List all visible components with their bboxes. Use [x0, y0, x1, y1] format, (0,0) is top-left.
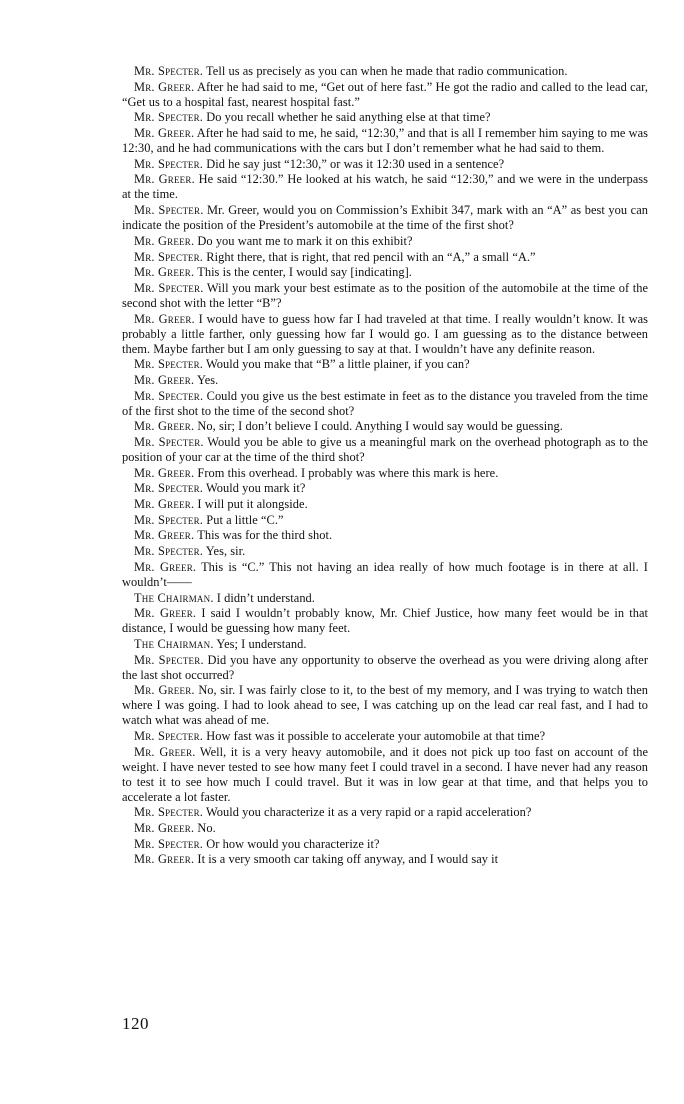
statement-text: From this overhead. I probably was where this mark is here. [197, 465, 499, 480]
statement-text: Yes. [196, 372, 219, 387]
statement-text: Did he say just “12:30,” or was it 12:30 used in a sentence? [206, 156, 505, 171]
speaker-name: Mr. Greer. [134, 311, 195, 326]
speaker-name: The Chairman. [134, 590, 214, 605]
testimony-paragraph [122, 837, 648, 852]
statement-text: No, sir. I was fairly close to it, to the best of my memory, and I was trying to watch then where I was going. I had to look ahead to see, I was catching up on the lead car real fast, and I had to watch what was ahead of me. [122, 683, 648, 728]
statement-text: No, sir; I don’t believe I could. Anything I would say would be guessing. [197, 419, 563, 434]
statement-text: Would you make that “B” a little plainer, if you can? [206, 357, 470, 372]
statement-text: Did you have any opportunity to observe the overhead as you were driving along after the last shot occurred? [122, 652, 648, 682]
statement-text: Yes, sir. [205, 544, 246, 559]
statement-text: Yes; I understand. [216, 636, 307, 651]
statement-text: I will put it alongside. [197, 497, 308, 512]
testimony-paragraph [122, 172, 648, 202]
speaker-name: Mr. Specter. [134, 110, 204, 125]
statement-text: How fast was it possible to accelerate your automobile at that time? [206, 728, 546, 743]
speaker-name: Mr. Specter. [134, 388, 204, 403]
testimony-paragraph [122, 497, 648, 512]
statement-text: I didn’t understand. [216, 590, 315, 605]
speaker-name: Mr. Greer. [134, 233, 195, 248]
testimony-paragraph [122, 281, 648, 311]
speaker-name: Mr. Greer. [134, 683, 195, 698]
testimony-paragraph [122, 389, 648, 419]
testimony-paragraph [122, 373, 648, 388]
testimony-paragraph [122, 852, 648, 867]
speaker-name: Mr. Greer. [134, 606, 197, 621]
testimony-paragraph [122, 513, 648, 528]
statement-text: Do you want me to mark it on this exhibit? [197, 233, 413, 248]
speaker-name: Mr. Specter. [134, 836, 204, 851]
testimony-paragraph [122, 560, 648, 590]
statement-text: After he had said to me, he said, “12:30,” and that is all I remember him saying to me was 12:30, and he had communications with the cars but I don’t remember what he had said to them. [122, 126, 649, 156]
testimony-paragraph [122, 126, 648, 156]
statement-text: After he had said to me, “Get out of here fast.” He got the radio and called to the lead car, “Get us to a hospital fast, nearest hospital fast.” [122, 79, 649, 109]
speaker-name: Mr. Specter. [134, 481, 204, 496]
statement-text: Would you mark it? [206, 481, 306, 496]
testimony-paragraph [122, 606, 648, 636]
testimony-paragraph [122, 591, 648, 606]
testimony-paragraph [122, 729, 648, 744]
speaker-name: Mr. Specter. [134, 652, 204, 667]
testimony-paragraph [122, 466, 648, 481]
statement-text: Would you characterize it as a very rapid or a rapid acceleration? [206, 805, 532, 820]
statement-text: This was for the third shot. [197, 528, 333, 543]
statement-text: I said I wouldn’t probably know, Mr. Chief Justice, how many feet would be in that distance, I would be guessing how many feet. [122, 606, 648, 636]
speaker-name: Mr. Specter. [134, 280, 204, 295]
statement-text: Will you mark your best estimate as to the position of the automobile at the time of the second shot with the letter “B”? [122, 280, 648, 310]
statement-text: Would you be able to give us a meaningful mark on the overhead photograph as to the position of your car at the time of the third shot? [122, 435, 649, 464]
testimony-paragraph [122, 745, 648, 805]
speaker-name: Mr. Specter. [134, 357, 204, 372]
statement-text: Put a little “C.” [206, 512, 284, 527]
testimony-paragraph [122, 481, 648, 496]
testimony-paragraph [122, 821, 648, 836]
statement-text: It is a very smooth car taking off anyway, and I would say it [197, 852, 499, 867]
testimony-paragraph [122, 157, 648, 172]
speaker-name: Mr. Greer. [134, 79, 195, 94]
testimony-paragraph [122, 312, 648, 357]
testimony-paragraph [122, 419, 648, 434]
statement-text: Do you recall whether he said anything else at that time? [206, 110, 491, 125]
testimony-paragraph [122, 805, 648, 820]
testimony-paragraph [122, 528, 648, 543]
speaker-name: The Chairman. [134, 636, 214, 651]
speaker-name: Mr. Greer. [134, 821, 195, 835]
speaker-name: Mr. Specter. [134, 512, 204, 527]
speaker-name: Mr. Greer. [134, 372, 195, 387]
speaker-name: Mr. Specter. [134, 435, 204, 449]
testimony-paragraph [122, 653, 648, 683]
speaker-name: Mr. Greer. [134, 465, 195, 480]
statement-text: No. [197, 821, 216, 835]
speaker-name: Mr. Greer. [134, 265, 195, 280]
statement-text: Well, it is a very heavy automobile, and it does not pick up too fast on account of the weight. I have never tested to see how many feet I could travel in a second. I have never had any reason to test it to see how much I could travel. But it was in low gear at that time, and that helps you to accelerate a lot faster. [122, 744, 648, 804]
testimony-paragraph [122, 265, 648, 280]
testimony-paragraph [122, 80, 648, 110]
testimony-paragraph [122, 435, 648, 465]
speaker-name: Mr. Greer. [134, 744, 196, 759]
speaker-name: Mr. Specter. [134, 728, 204, 743]
testimony-paragraph [122, 64, 648, 79]
statement-text: Mr. Greer, would you on Commission’s Exhibit 347, mark with an “A” as best you can indicate the position of the President’s automobile at the time of the first shot? [122, 203, 649, 233]
speaker-name: Mr. Specter. [134, 203, 204, 218]
speaker-name: Mr. Greer. [134, 419, 195, 434]
statement-text: I would have to guess how far I had traveled at that time. I really wouldn’t know. It was probably a little farther, only guessing how far I would go. I am guessing as to the distance between them. Maybe farther but I am only guessing to say at that. I wouldn’t have any definite reason. [122, 311, 648, 356]
testimony-paragraph [122, 110, 648, 125]
statement-text: Right there, that is right, that red pencil with an “A,” a small “A.” [206, 249, 536, 264]
statement-text: This is “C.” This not having an idea really of how much footage is in there at all. I wouldn’t—— [122, 559, 648, 589]
speaker-name: Mr. Greer. [134, 126, 195, 141]
speaker-name: Mr. Greer. [134, 172, 195, 187]
statement-text: This is the center, I would say [indicating]. [197, 265, 412, 280]
testimony-paragraph [122, 544, 648, 559]
testimony-paragraph [122, 357, 648, 372]
speaker-name: Mr. Greer. [134, 559, 197, 574]
speaker-name: Mr. Greer. [134, 852, 195, 867]
speaker-name: Mr. Specter. [134, 249, 204, 264]
testimony-paragraph [122, 250, 648, 265]
testimony-paragraph [122, 203, 648, 233]
statement-text: Or how would you characterize it? [206, 836, 380, 851]
statement-text: Could you give us the best estimate in feet as to the distance you traveled from the time of the first shot to the time of the second shot? [122, 388, 648, 418]
page-number: 120 [122, 1014, 149, 1033]
testimony-paragraph [122, 637, 648, 652]
speaker-name: Mr. Greer. [134, 528, 195, 543]
speaker-name: Mr. Specter. [134, 156, 204, 171]
speaker-name: Mr. Specter. [134, 805, 204, 820]
testimony-text [122, 64, 648, 868]
testimony-paragraph [122, 234, 648, 249]
speaker-name: Mr. Greer. [134, 497, 195, 512]
statement-text: He said “12:30.” He looked at his watch, he said “12:30,” and we were in the underpass at the time. [122, 172, 648, 202]
statement-text: Tell us as precisely as you can when he made that radio communication. [206, 64, 568, 78]
speaker-name: Mr. Specter. [134, 64, 204, 78]
testimony-paragraph [122, 683, 648, 728]
speaker-name: Mr. Specter. [134, 544, 204, 559]
